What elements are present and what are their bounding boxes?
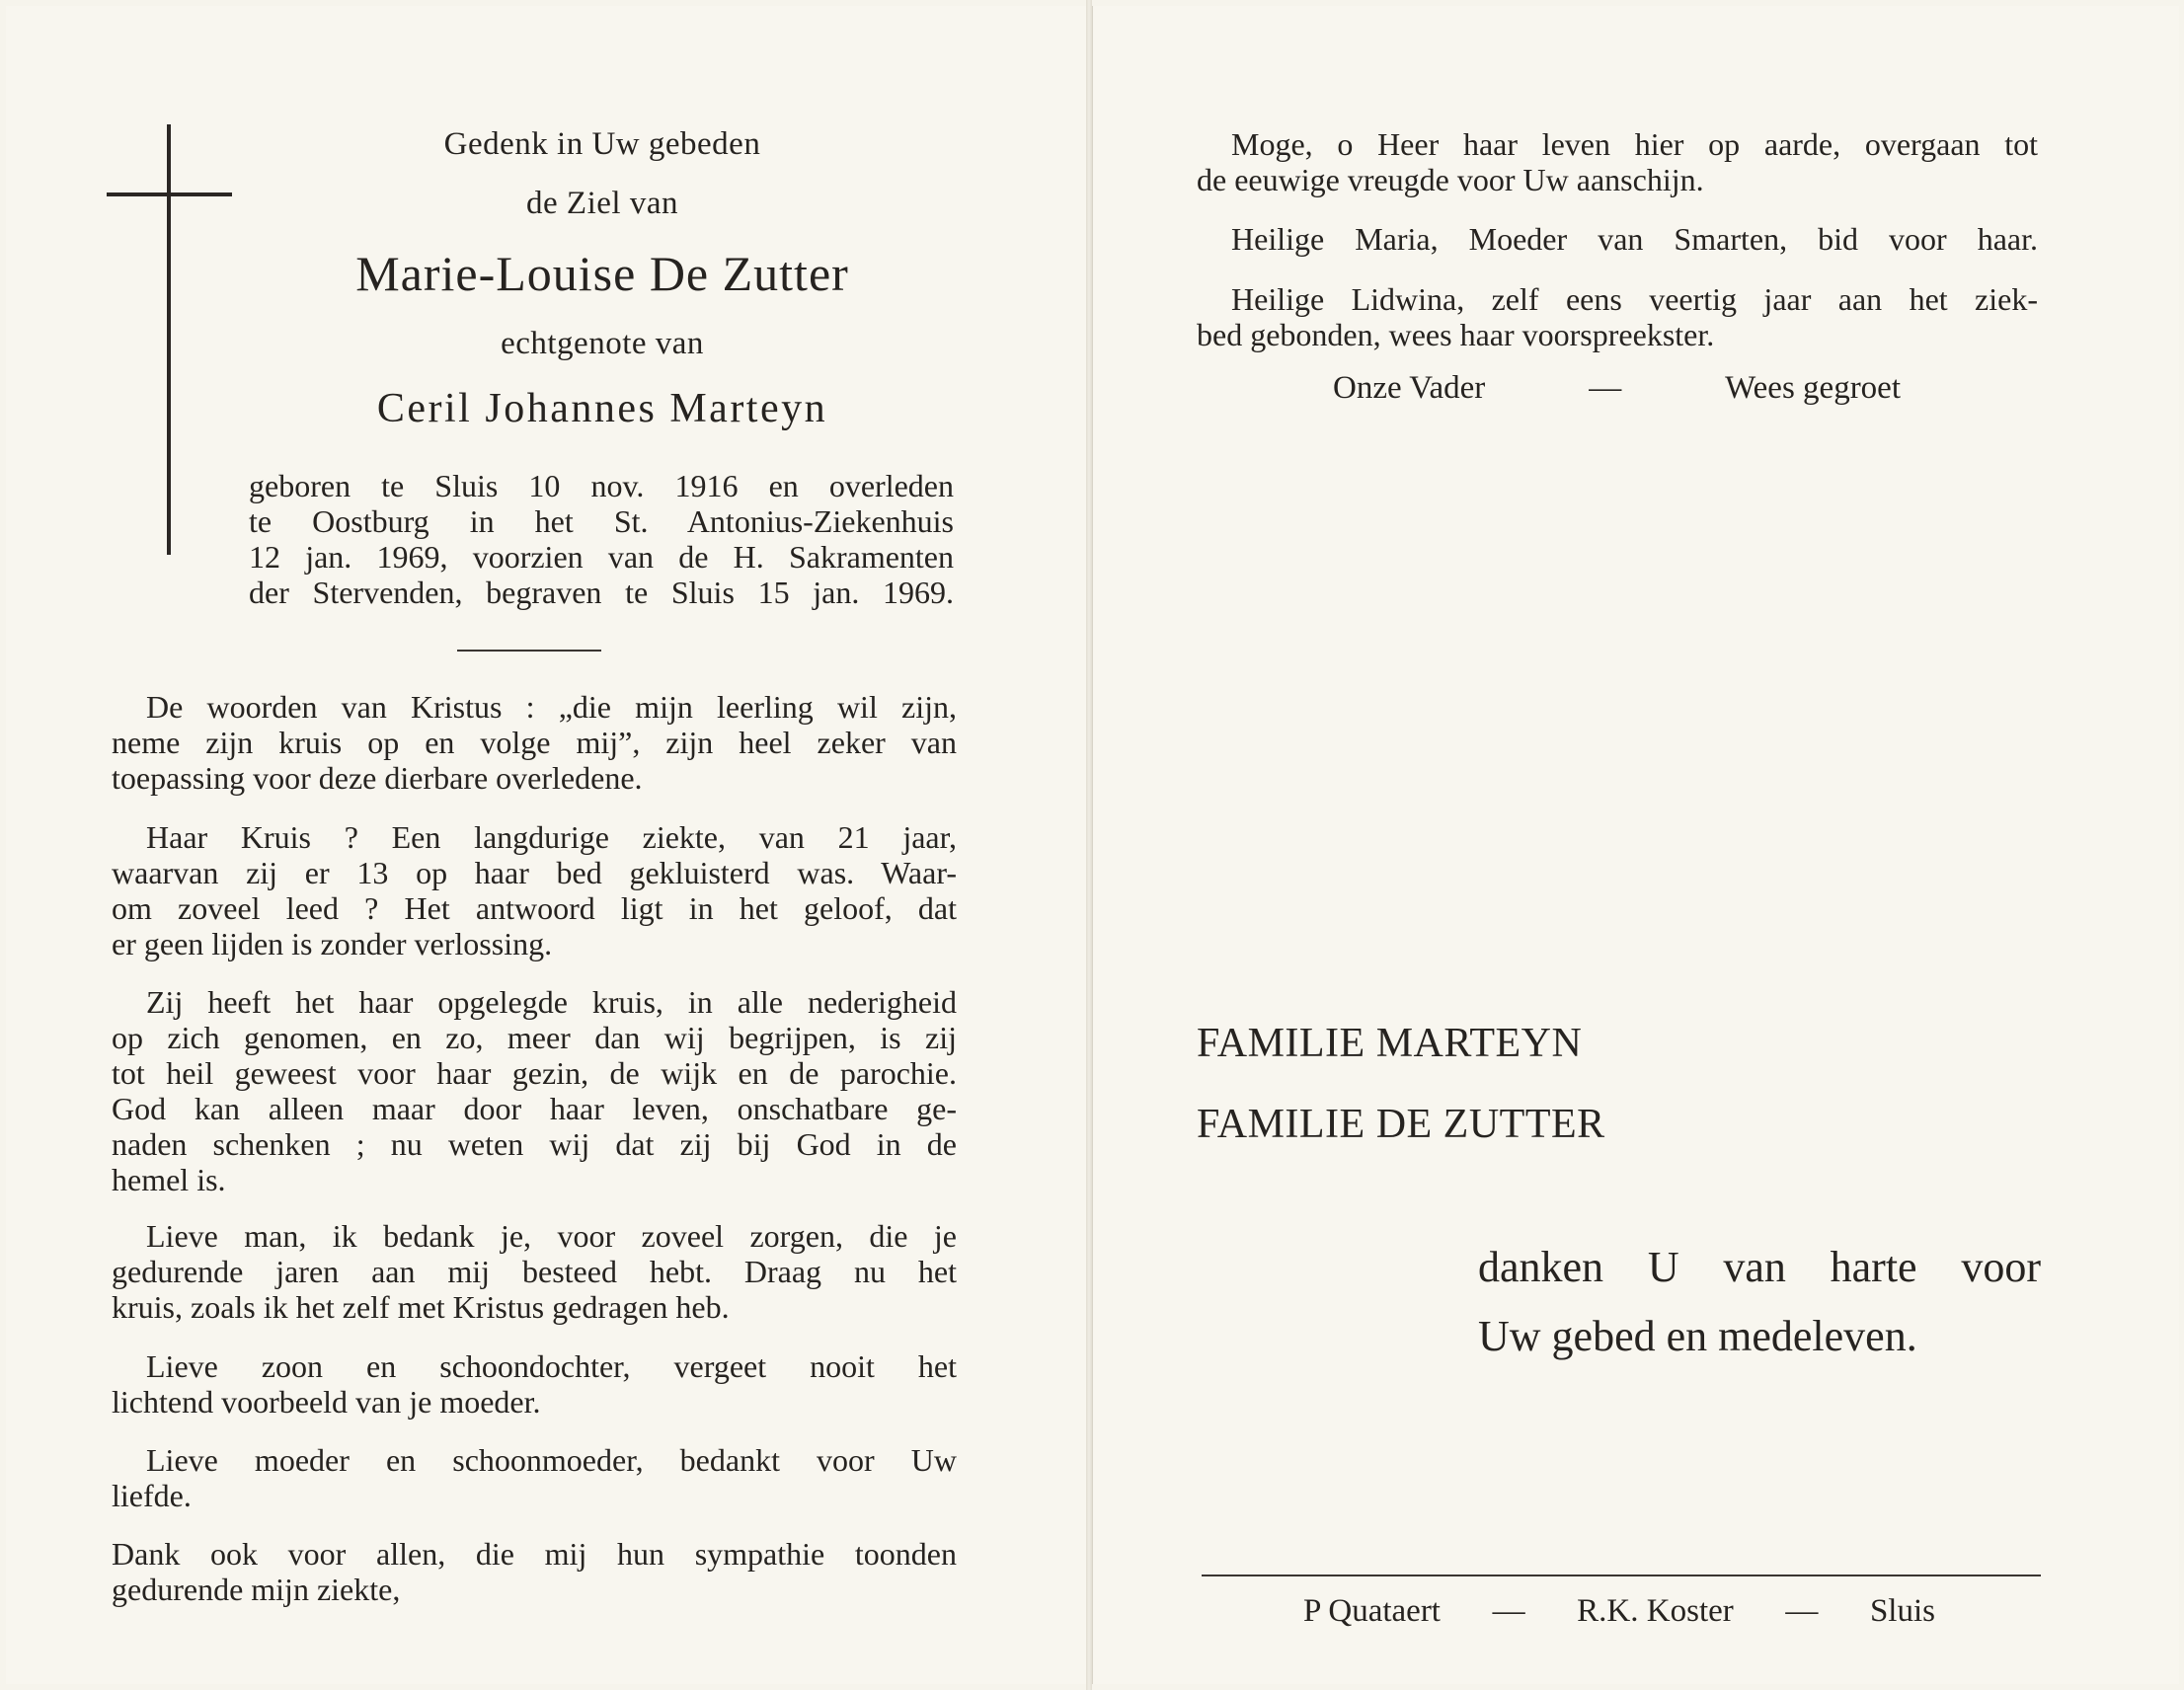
- prayer-3: [1197, 281, 2038, 352]
- paragraph-line: gedurende jaren aan mij besteed hebt. Draag nu het: [112, 1254, 957, 1289]
- bio-line: der Stervenden, begraven te Sluis 15 jan. 1969.: [249, 575, 954, 610]
- footer-dash: —: [1785, 1593, 1819, 1629]
- footer-role: R.K. Koster: [1577, 1593, 1734, 1629]
- paragraph-2: [112, 819, 957, 961]
- paragraph-line: Haar Kruis ? Een langdurige ziekte, van 21 jaar,: [146, 819, 957, 855]
- paragraph-line: Lieve zoon en schoondochter, vergeet nooit het: [146, 1348, 957, 1384]
- thanks-line-2: Uw gebed en medeleven.: [1478, 1312, 1917, 1360]
- footer-dash: —: [1492, 1593, 1525, 1629]
- paragraph-line: God kan alleen maar door haar leven, onschatbare ge-: [112, 1091, 957, 1126]
- prayer-2: [1197, 221, 2038, 257]
- cross-vertical-bar: [167, 124, 171, 555]
- footer-printer: P Quataert: [1303, 1593, 1441, 1629]
- paragraph-line: De woorden van Kristus : „die mijn leerling wil zijn,: [146, 689, 957, 725]
- divider-line: [457, 650, 601, 652]
- paragraph-line: tot heil geweest voor haar gezin, de wijk en de parochie.: [112, 1055, 957, 1091]
- paragraph-line: toepassing voor deze dierbare overledene.: [112, 760, 643, 796]
- paragraph-5: [112, 1348, 957, 1420]
- biography: [249, 468, 954, 610]
- spouse-name: Ceril Johannes Marteyn: [376, 386, 828, 431]
- prayer-dash: —: [1589, 370, 1622, 406]
- paragraph-line: er geen lijden is zonder verlossing.: [112, 926, 553, 961]
- prayer-line: Moge, o Heer haar leven hier op aarde, overgaan tot: [1231, 126, 2038, 162]
- paragraph-line: Dank ook voor allen, die mij hun sympathie toonden: [112, 1536, 957, 1572]
- paragraph-line: Zij heeft het haar opgelegde kruis, in alle nederigheid: [146, 984, 957, 1020]
- paragraph-line: waarvan zij er 13 op haar bed gekluisterd was. Waar-: [112, 855, 957, 890]
- thanks-line-1: danken U van harte voor: [1478, 1243, 2041, 1291]
- prayer-line: bed gebonden, wees haar voorspreekster.: [1197, 317, 1715, 352]
- deceased-name: Marie-Louise De Zutter: [355, 246, 849, 301]
- paragraph-line: neme zijn kruis op en volge mij”, zijn heel zeker van: [112, 725, 957, 760]
- prayer-1: [1197, 126, 2038, 197]
- paragraph-line: naden schenken ; nu weten wij dat zij bij God in de: [112, 1126, 957, 1162]
- prayer-line: Heilige Lidwina, zelf eens veertig jaar aan het ziek-: [1231, 281, 2038, 317]
- paragraph-line: Lieve moeder en schoonmoeder, bedankt voor Uw: [146, 1442, 957, 1478]
- prayer-wees-gegroet: Wees gegroet: [1725, 370, 1901, 406]
- intro-line-1: Gedenk in Uw gebeden: [443, 126, 761, 162]
- paragraph-line: Lieve man, ik bedank je, voor zoveel zorgen, die je: [146, 1218, 957, 1254]
- prayer-line: Heilige Maria, Moeder van Smarten, bid voor haar.: [1231, 221, 2038, 257]
- closing-prayers: [1333, 370, 1901, 407]
- prayer-onze-vader: Onze Vader: [1333, 370, 1486, 406]
- paragraph-line: kruis, zoals ik het zelf met Kristus gedragen heb.: [112, 1289, 730, 1325]
- paragraph-3: [112, 984, 957, 1197]
- paragraph-7: [112, 1536, 957, 1607]
- family-marteyn: FAMILIE MARTEYN: [1197, 1021, 1583, 1066]
- printer-footer: [1303, 1593, 1935, 1630]
- paragraph-line: gedurende mijn ziekte,: [112, 1572, 401, 1607]
- intro-line-2: de Ziel van: [526, 186, 678, 221]
- right-panel: [1092, 6, 2179, 1684]
- paragraph-line: op zich genomen, en zo, meer dan wij begrijpen, is zij: [112, 1020, 957, 1055]
- prayer-line: de eeuwige vreugde voor Uw aanschijn.: [1197, 162, 1704, 197]
- paragraph-4: [112, 1218, 957, 1325]
- footer-place: Sluis: [1869, 1593, 1935, 1629]
- paragraph-1: [112, 689, 957, 796]
- bio-line: te Oostburg in het St. Antonius-Ziekenhuis: [249, 503, 954, 539]
- cross-horizontal-bar: [107, 192, 232, 196]
- spouse-intro: echtgenote van: [501, 326, 704, 361]
- footer-rule: [1202, 1575, 2041, 1576]
- family-de-zutter: FAMILIE DE ZUTTER: [1197, 1102, 1605, 1147]
- paragraph-line: om zoveel leed ? Het antwoord ligt in het geloof, dat: [112, 890, 957, 926]
- thanks-text: [1478, 1243, 2041, 1360]
- paragraph-6: [112, 1442, 957, 1513]
- paragraph-line: hemel is.: [112, 1162, 226, 1197]
- paragraph-line: liefde.: [112, 1478, 192, 1513]
- bio-line: 12 jan. 1969, voorzien van de H. Sakramenten: [249, 539, 954, 575]
- paragraph-line: lichtend voorbeeld van je moeder.: [112, 1384, 541, 1420]
- bio-line: geboren te Sluis 10 nov. 1916 en overleden: [249, 468, 954, 503]
